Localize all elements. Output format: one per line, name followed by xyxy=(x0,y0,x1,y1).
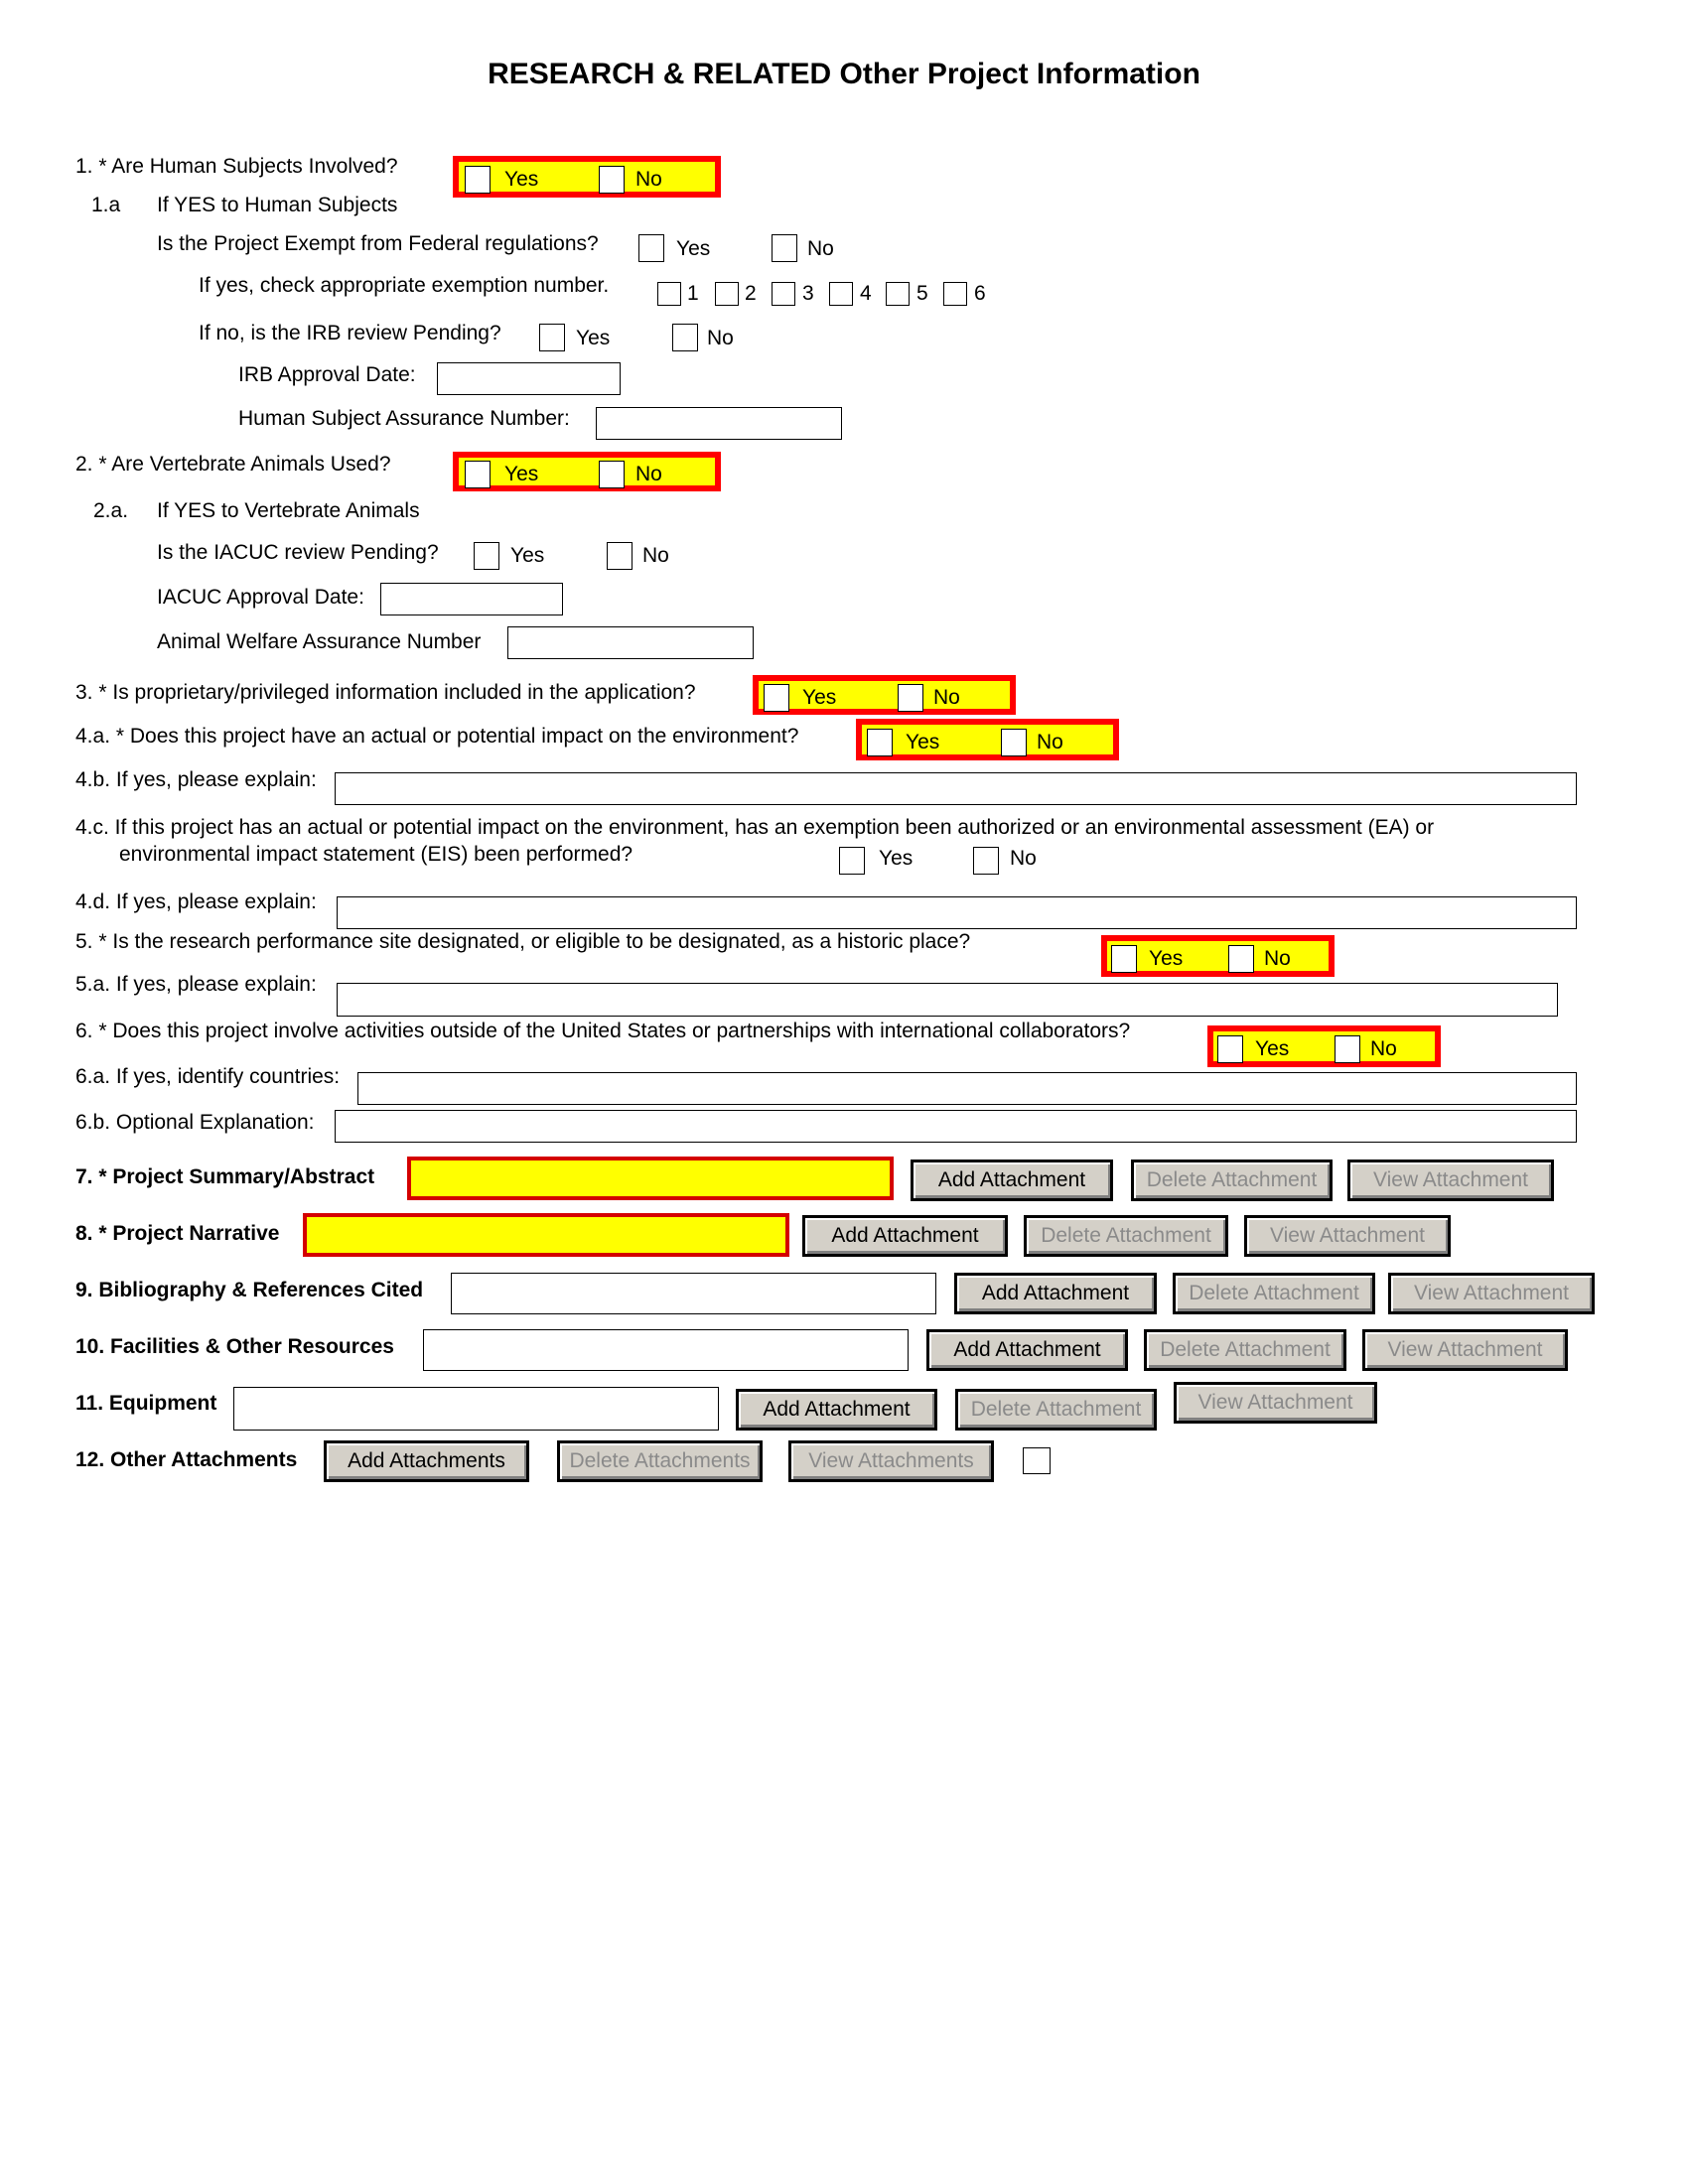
q5a-label: 5.a. If yes, please explain: xyxy=(75,973,317,996)
attachment-9-view-button[interactable]: View Attachment xyxy=(1388,1273,1595,1314)
attachment-8-delete-button[interactable]: Delete Attachment xyxy=(1024,1215,1228,1257)
q6-label: 6. * Does this project involve activities outside of the United States or partnerships with international collaborators? xyxy=(75,1020,1131,1042)
q4c-label-line1: 4.c. If this project has an actual or potential impact on the environment, has an exemption been authorized or an environmental assessment (EA) or xyxy=(75,816,1435,839)
exemption-6-checkbox[interactable] xyxy=(943,282,967,306)
exemption-5-label: 5 xyxy=(916,282,928,305)
exempt-yes-checkbox[interactable] xyxy=(638,234,664,262)
exemption-number-label: If yes, check appropriate exemption number. xyxy=(199,274,610,297)
q1-no-label: No xyxy=(635,168,662,191)
irb-pending-label: If no, is the IRB review Pending? xyxy=(199,322,501,344)
q4c-label-line2: environmental impact statement (EIS) been performed? xyxy=(119,843,633,866)
irb-pending-yes-label: Yes xyxy=(576,327,611,349)
q5-yes-label: Yes xyxy=(1149,947,1184,970)
q2-no-checkbox[interactable] xyxy=(599,461,625,488)
exemption-4-checkbox[interactable] xyxy=(829,282,853,306)
exemption-1-label: 1 xyxy=(687,282,699,305)
attachment-7-add-button[interactable]: Add Attachment xyxy=(911,1160,1113,1201)
attachment-8-add-button[interactable]: Add Attachment xyxy=(802,1215,1008,1257)
attachment-10-file-field[interactable] xyxy=(423,1329,909,1371)
q4b-input[interactable] xyxy=(335,772,1577,805)
exempt-no-checkbox[interactable] xyxy=(772,234,797,262)
irb-pending-no-label: No xyxy=(707,327,734,349)
q3-no-label: No xyxy=(933,686,960,709)
q4a-yes-label: Yes xyxy=(906,731,940,753)
q3-no-checkbox[interactable] xyxy=(898,684,923,712)
attachment-11-label: 11. Equipment xyxy=(75,1392,217,1415)
q2a-title: If YES to Vertebrate Animals xyxy=(157,499,420,522)
q4c-no-label: No xyxy=(1010,847,1037,870)
attachment-10-view-button[interactable]: View Attachment xyxy=(1362,1329,1568,1371)
attachment-8-file-field[interactable] xyxy=(303,1213,789,1257)
attachment-8-label: 8. * Project Narrative xyxy=(75,1222,280,1245)
attachment-10-label: 10. Facilities & Other Resources xyxy=(75,1335,394,1358)
iacuc-pending-yes-checkbox[interactable] xyxy=(474,542,499,570)
iacuc-date-label: IACUC Approval Date: xyxy=(157,586,364,609)
q6-yes-checkbox[interactable] xyxy=(1217,1035,1243,1063)
q1-required-group xyxy=(453,156,721,198)
attachment-7-view-button[interactable]: View Attachment xyxy=(1347,1160,1554,1201)
q4a-yes-checkbox[interactable] xyxy=(867,729,893,756)
q5a-input[interactable] xyxy=(337,983,1558,1017)
q2-required-group xyxy=(453,452,721,491)
q5-no-checkbox[interactable] xyxy=(1228,945,1254,973)
iacuc-pending-no-label: No xyxy=(642,544,669,567)
exemption-4-label: 4 xyxy=(860,282,872,305)
attachment-7-delete-button[interactable]: Delete Attachment xyxy=(1131,1160,1333,1201)
attachment-9-add-button[interactable]: Add Attachment xyxy=(954,1273,1157,1314)
attachment-11-file-field[interactable] xyxy=(233,1387,719,1431)
q4b-label: 4.b. If yes, please explain: xyxy=(75,768,317,791)
awa-label: Animal Welfare Assurance Number xyxy=(157,630,482,653)
q4c-yes-checkbox[interactable] xyxy=(839,847,865,875)
q6b-label: 6.b. Optional Explanation: xyxy=(75,1111,315,1134)
hs-assurance-label: Human Subject Assurance Number: xyxy=(238,407,570,430)
q6-required-group xyxy=(1207,1025,1441,1067)
other-attachments-delete-button[interactable]: Delete Attachments xyxy=(557,1440,763,1482)
q5-yes-checkbox[interactable] xyxy=(1111,945,1137,973)
irb-date-label: IRB Approval Date: xyxy=(238,363,416,386)
irb-date-input[interactable] xyxy=(437,362,621,395)
q2-yes-label: Yes xyxy=(504,463,539,485)
hs-assurance-input[interactable] xyxy=(596,407,842,440)
q5-label: 5. * Is the research performance site designated, or eligible to be designated, as a historic place? xyxy=(75,930,971,953)
iacuc-pending-yes-label: Yes xyxy=(510,544,545,567)
q4c-yes-label: Yes xyxy=(879,847,914,870)
q2-label: 2. * Are Vertebrate Animals Used? xyxy=(75,453,391,476)
exemption-2-checkbox[interactable] xyxy=(715,282,739,306)
q4c-no-checkbox[interactable] xyxy=(973,847,999,875)
q1a-number: 1.a xyxy=(91,194,121,216)
iacuc-pending-no-checkbox[interactable] xyxy=(607,542,633,570)
iacuc-date-input[interactable] xyxy=(380,583,563,615)
attachment-7-file-field[interactable] xyxy=(407,1157,894,1200)
attachment-11-add-button[interactable]: Add Attachment xyxy=(736,1389,937,1431)
iacuc-pending-label: Is the IACUC review Pending? xyxy=(157,541,439,564)
q5-required-group xyxy=(1101,935,1335,977)
attachment-9-label: 9. Bibliography & References Cited xyxy=(75,1279,424,1301)
q6b-input[interactable] xyxy=(335,1110,1577,1143)
exempt-label: Is the Project Exempt from Federal regulations? xyxy=(157,232,599,255)
irb-pending-yes-checkbox[interactable] xyxy=(539,324,565,351)
attachment-7-label: 7. * Project Summary/Abstract xyxy=(75,1165,375,1188)
q4a-required-group xyxy=(856,719,1119,760)
attachment-9-file-field[interactable] xyxy=(451,1273,936,1314)
q4a-no-label: No xyxy=(1037,731,1063,753)
attachment-8-view-button[interactable]: View Attachment xyxy=(1244,1215,1451,1257)
q1-no-checkbox[interactable] xyxy=(599,166,625,194)
q1-yes-checkbox[interactable] xyxy=(465,166,491,194)
exemption-2-label: 2 xyxy=(745,282,757,305)
attachment-11-delete-button[interactable]: Delete Attachment xyxy=(955,1389,1157,1431)
q6-no-label: No xyxy=(1370,1037,1397,1060)
exemption-3-checkbox[interactable] xyxy=(772,282,795,306)
other-attachments-checkbox[interactable] xyxy=(1023,1447,1051,1474)
q6-no-checkbox[interactable] xyxy=(1335,1035,1360,1063)
exempt-yes-label: Yes xyxy=(676,237,711,260)
q1-label: 1. * Are Human Subjects Involved? xyxy=(75,155,398,178)
exemption-3-label: 3 xyxy=(802,282,814,305)
irb-pending-no-checkbox[interactable] xyxy=(672,324,698,351)
exempt-no-label: No xyxy=(807,237,834,260)
q6a-input[interactable] xyxy=(357,1072,1577,1105)
q6a-label: 6.a. If yes, identify countries: xyxy=(75,1065,341,1088)
q2-no-label: No xyxy=(635,463,662,485)
q3-label: 3. * Is proprietary/privileged information included in the application? xyxy=(75,681,696,704)
attachment-12-label: 12. Other Attachments xyxy=(75,1448,298,1471)
q6-yes-label: Yes xyxy=(1255,1037,1290,1060)
other-attachments-view-button[interactable]: View Attachments xyxy=(788,1440,994,1482)
exemption-1-checkbox[interactable] xyxy=(657,282,681,306)
attachment-10-add-button[interactable]: Add Attachment xyxy=(926,1329,1128,1371)
other-attachments-add-button[interactable]: Add Attachments xyxy=(324,1440,529,1482)
q2-yes-checkbox[interactable] xyxy=(465,461,491,488)
page-title: RESEARCH & RELATED Other Project Information xyxy=(488,58,1200,90)
attachment-10-delete-button[interactable]: Delete Attachment xyxy=(1144,1329,1346,1371)
q4a-label: 4.a. * Does this project have an actual or potential impact on the environment? xyxy=(75,725,799,748)
q3-yes-label: Yes xyxy=(802,686,837,709)
attachment-11-view-button[interactable]: View Attachment xyxy=(1174,1382,1377,1424)
q4d-label: 4.d. If yes, please explain: xyxy=(75,890,317,913)
attachment-9-delete-button[interactable]: Delete Attachment xyxy=(1173,1273,1375,1314)
q4a-no-checkbox[interactable] xyxy=(1001,729,1027,756)
q1-yes-label: Yes xyxy=(504,168,539,191)
exemption-6-label: 6 xyxy=(974,282,986,305)
q1a-title: If YES to Human Subjects xyxy=(157,194,398,216)
q3-yes-checkbox[interactable] xyxy=(764,684,789,712)
awa-input[interactable] xyxy=(507,626,754,659)
exemption-5-checkbox[interactable] xyxy=(886,282,910,306)
q2a-number: 2.a. xyxy=(93,499,129,522)
q5-no-label: No xyxy=(1264,947,1291,970)
q4d-input[interactable] xyxy=(337,896,1577,929)
q3-required-group xyxy=(753,675,1016,715)
